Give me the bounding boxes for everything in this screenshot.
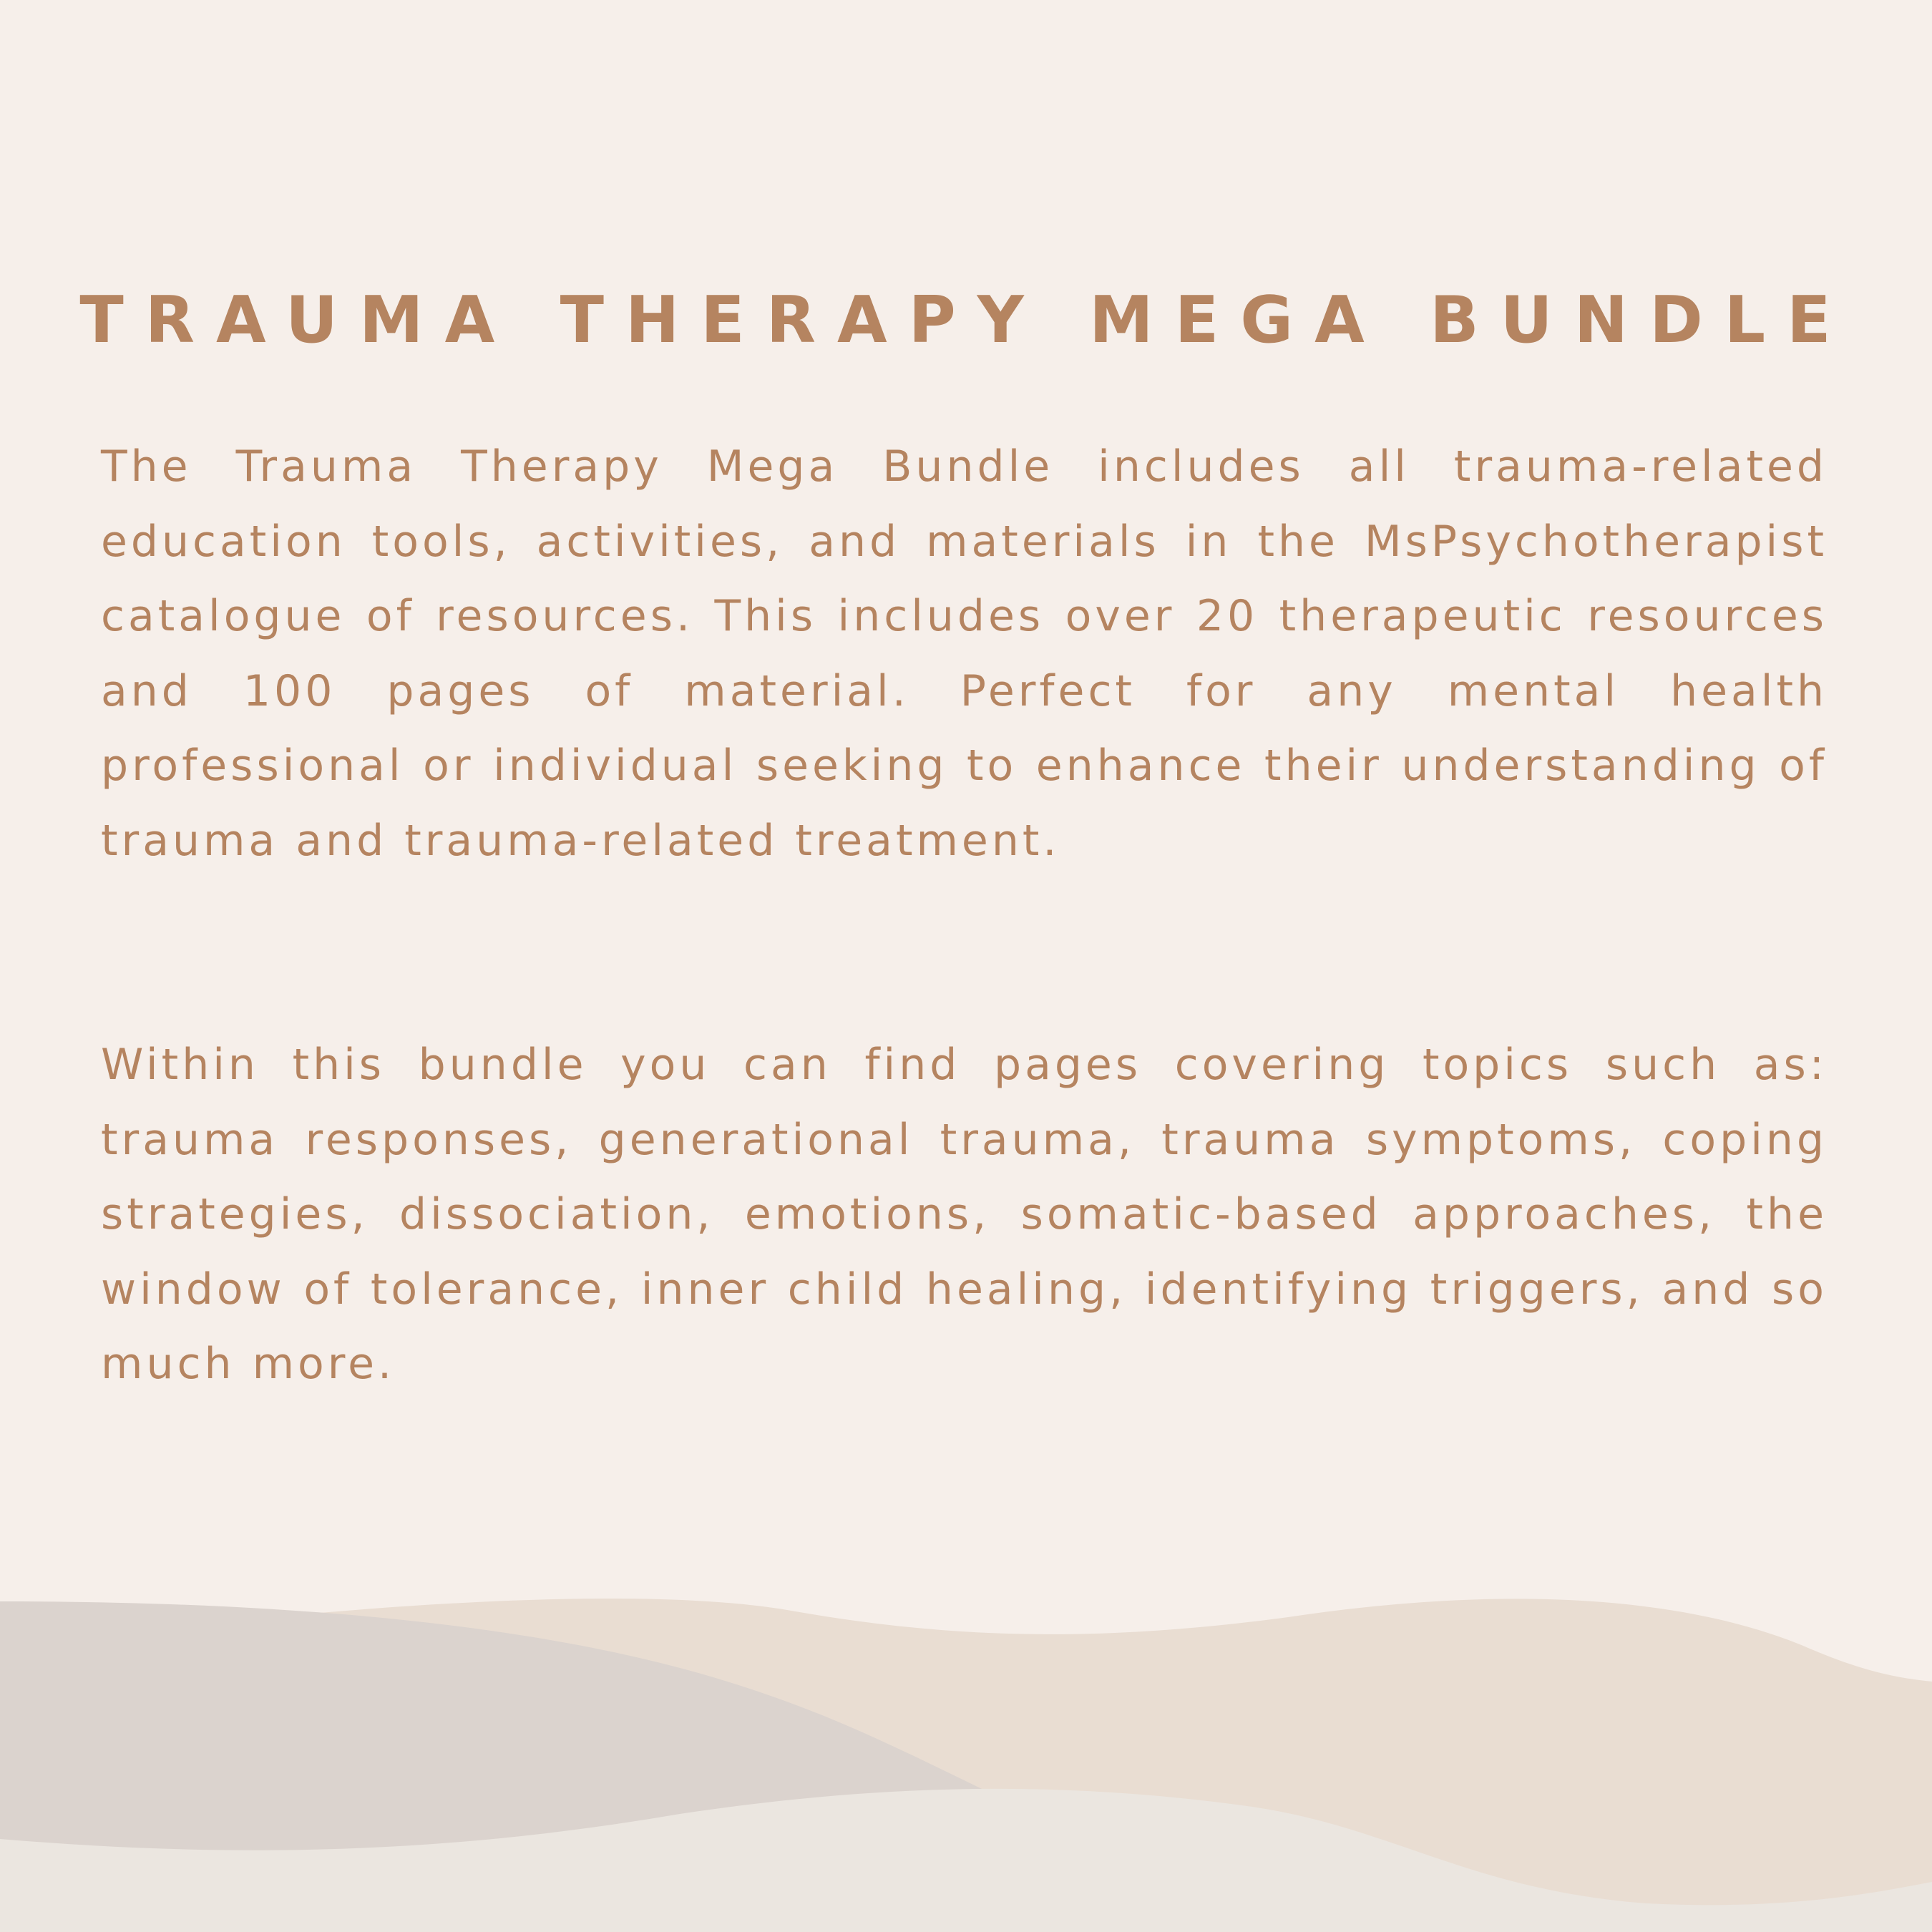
page-title: TRAUMA THERAPY MEGA BUNDLE (79, 283, 1853, 358)
intro-paragraph: The Trauma Therapy Mega Bundle includes all trauma-related education tools, activities, and materials in the MsPsychotherapist catalogue of resources. This includes over 20 therapeutic resources and 100 pages of material. Perfect for any mental health professional or individual seeking to enhance their understanding of trauma and trauma-related treatment. (101, 441, 1828, 866)
topics-paragraph: Within this bundle you can find pages covering topics such as: trauma responses, generational trauma, trauma symptoms, coping strategies, dissociation, emotions, somatic-based approaches, the window of tolerance, inner child healing, identifying triggers, and so much more. (101, 1040, 1828, 1389)
